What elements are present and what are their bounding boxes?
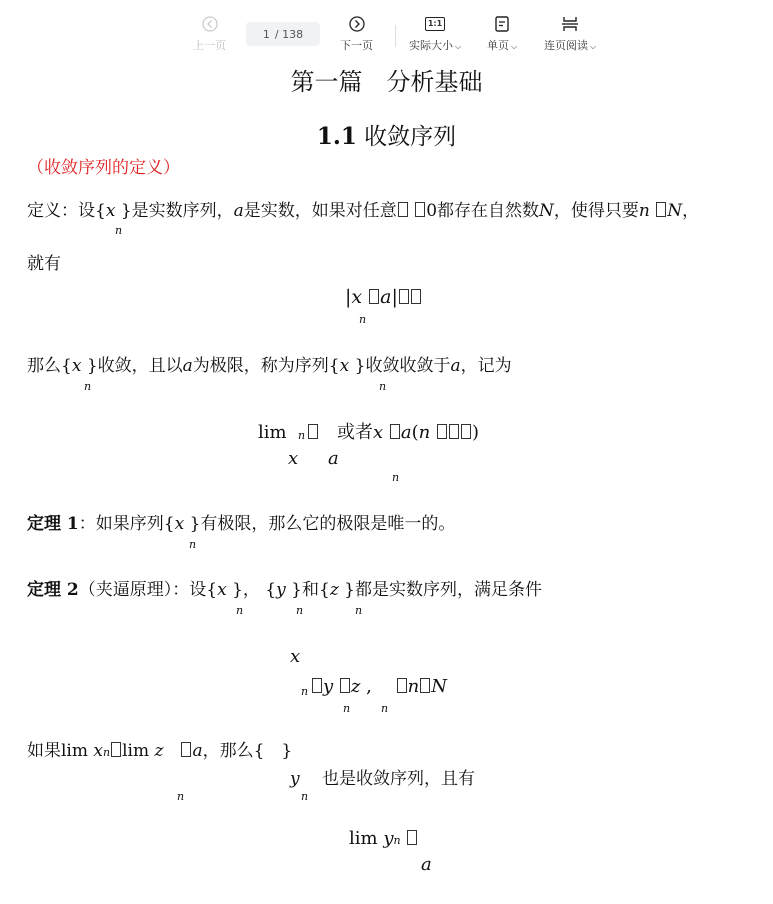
actual-size-label: 实际大小 [409, 39, 453, 52]
lim-x-lower: x [288, 448, 299, 469]
actual-size-button[interactable] [409, 14, 461, 53]
p3-subscript-n: n [84, 380, 92, 393]
single-page-button[interactable] [487, 14, 517, 53]
condition-inequality: y z , n N [311, 678, 447, 696]
cond-sub-n1: n [343, 702, 351, 715]
continuous-reading-label: 连页阅读 [544, 39, 588, 52]
lim-subscript-n: n [298, 429, 306, 442]
viewer-toolbar [0, 0, 773, 58]
page-number-field[interactable] [246, 22, 320, 46]
single-page-label: 单页 [487, 39, 509, 52]
page-current[interactable]: 1 [262, 27, 270, 41]
actual-size-icon: 1:1 [425, 14, 445, 34]
limit-formula: lim [258, 422, 287, 443]
then-have: 就有 [27, 254, 61, 274]
chevron-down-icon: ⌵ [455, 42, 462, 51]
theorem-1: 定理 1：如果序列{x }有极限，那么它的极限是唯一的。 [27, 514, 456, 534]
theorem-2: 定理 2（夹逼原理）：设{x }， {y }和{z }都是实数序列，满足条件 [27, 580, 543, 600]
prev-page-button[interactable] [193, 14, 226, 53]
lim-a-lower: a [328, 448, 339, 469]
continuous-page-icon [561, 14, 579, 34]
thm2-subscript-n3: n [355, 604, 363, 617]
single-page-icon [495, 14, 509, 34]
thm2-subscript-n2: n [296, 604, 304, 617]
cond-x: x [290, 646, 301, 667]
limit-formula-rest: 或者x a(n ) [307, 424, 479, 442]
def-subscript-n: n [115, 224, 123, 237]
if-lim-subscript: n [177, 790, 185, 803]
chevron-left-circle-icon [202, 14, 218, 34]
part-title: 第一篇 分析基础 [290, 68, 483, 96]
toolbar-divider [395, 25, 396, 47]
cond-subscript-n: n [301, 685, 309, 698]
continuous-reading-button[interactable] [544, 14, 596, 53]
next-page-button[interactable] [340, 14, 373, 53]
if-y-subscript: n [301, 790, 309, 803]
if-y: y [290, 769, 300, 789]
thm2-subscript-n1: n [236, 604, 244, 617]
thm1-subscript-n: n [189, 538, 197, 551]
abs-inequality: |x a| [345, 288, 422, 307]
chevron-down-icon: ⌵ [511, 42, 518, 51]
next-page-label: 下一页 [340, 39, 373, 52]
chevron-down-icon: ⌵ [590, 42, 597, 51]
chevron-right-circle-icon [349, 14, 365, 34]
convergence-line: 那么{x }收敛，且以a为极限，称为序列{x }收敛收敛于a，记为 [27, 356, 512, 376]
page-total: / 138 [274, 27, 304, 41]
cond-sub-n2: n [381, 702, 389, 715]
final-a: a [421, 854, 432, 875]
if-line: 如果lim xn lim z a，那么{ } [27, 741, 293, 761]
final-limit: lim yn [349, 830, 418, 848]
also-convergent: 也是收敛序列，且有 [322, 769, 475, 789]
abs-subscript-n: n [359, 313, 367, 326]
lim-subscript-n-lower: n [392, 471, 400, 484]
p3-subscript-n2: n [379, 380, 387, 393]
subsection-heading: （收敛序列的定义） [27, 158, 180, 178]
section-title: 1.1 收敛序列 [316, 123, 457, 150]
definition-line: 定义：设{x }是实数序列，a是实数，如果对任意 0都存在自然数N，使得只要n N， [27, 201, 700, 221]
prev-page-label: 上一页 [193, 39, 226, 52]
